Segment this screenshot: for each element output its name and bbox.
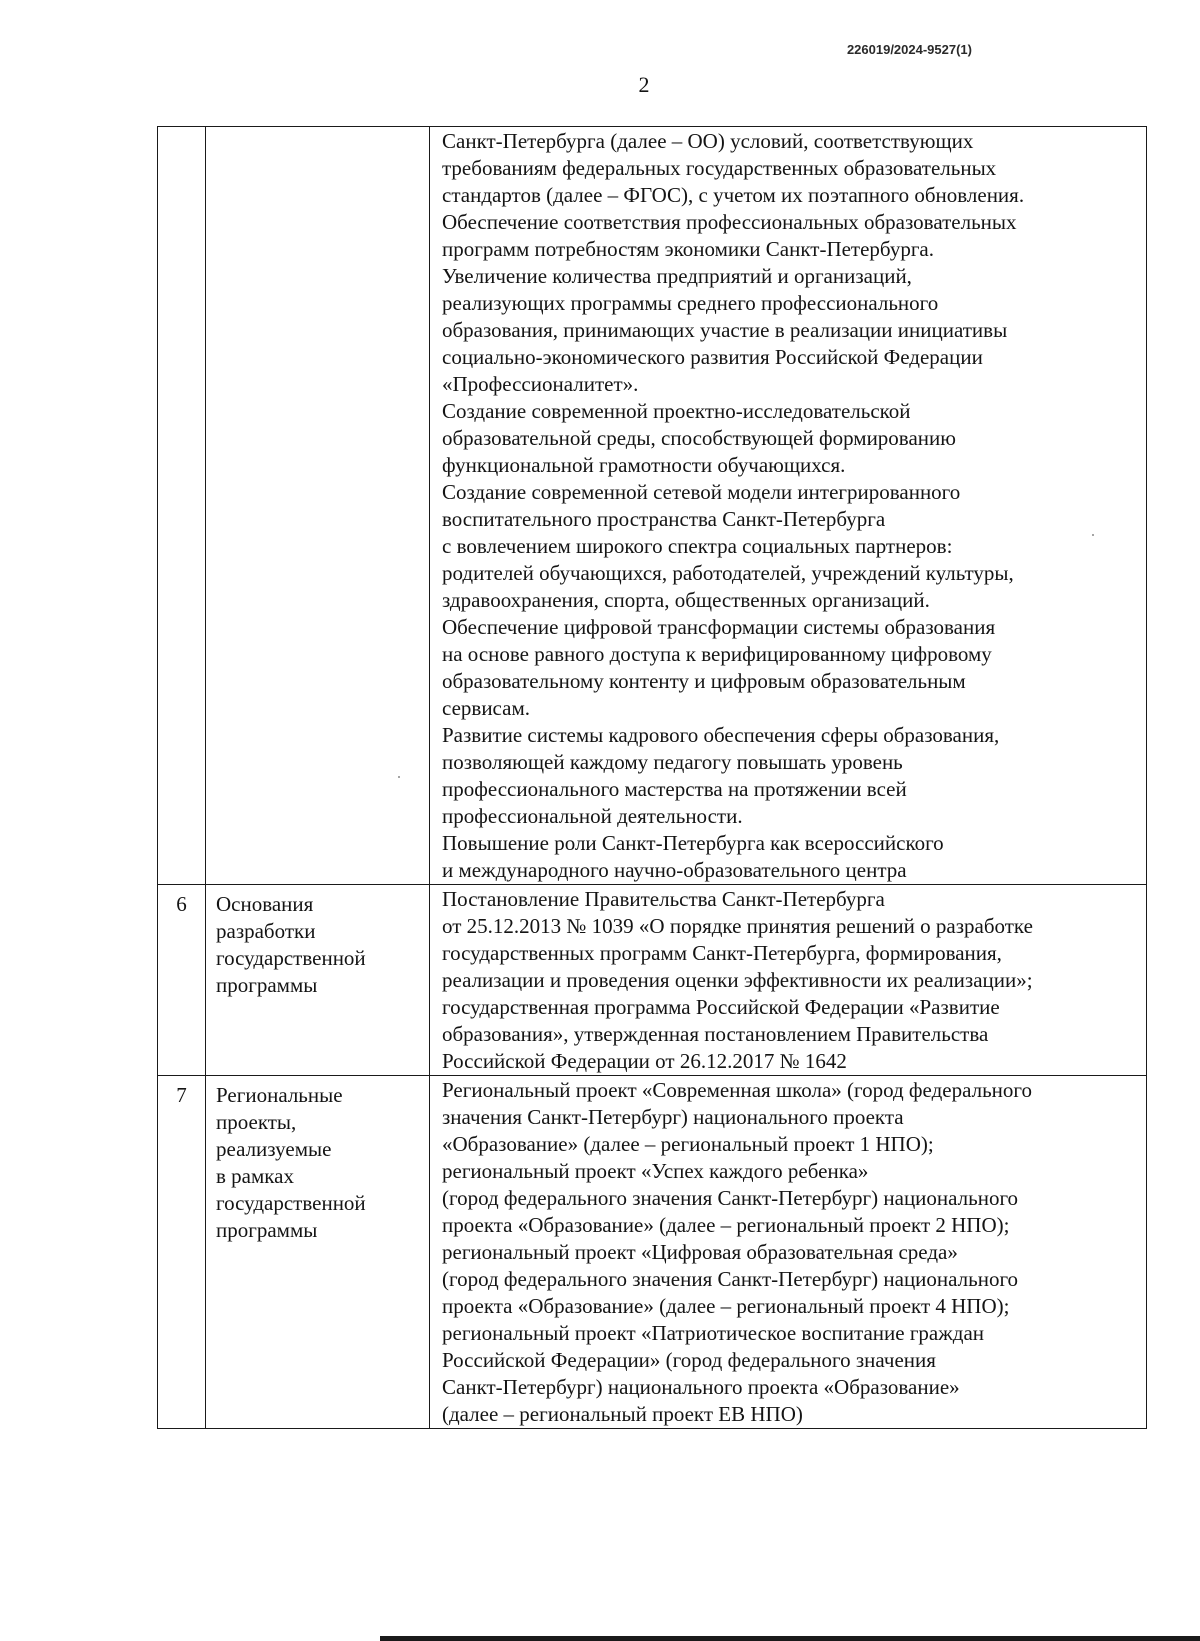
row-content-line: реализации и проведения оценки эффективности их реализации»;: [442, 968, 1033, 992]
scan-speck: [398, 776, 400, 778]
row-content-line: Обеспечение соответствия профессиональных образовательных: [442, 210, 1017, 234]
row-content-line: здравоохранения, спорта, общественных организаций.: [442, 588, 930, 612]
row-content-line: сервисам.: [442, 696, 530, 720]
table-row: [158, 885, 1147, 1076]
row-content-line: реализующих программы среднего профессионального: [442, 291, 939, 315]
row-name-cell: [206, 127, 430, 885]
page-number: 2: [638, 72, 650, 97]
row-content-line: (город федерального значения Санкт-Петербург) национального: [442, 1186, 1019, 1210]
row-content-line: Увеличение количества предприятий и организаций,: [442, 264, 912, 288]
row-number-cell: 6: [158, 885, 206, 1076]
table-row: [158, 1076, 1147, 1429]
row-content-line: «Образование» (далее – региональный проект 1 НПО);: [442, 1132, 934, 1156]
row-content-line: родителей обучающихся, работодателей, учреждений культуры,: [442, 561, 1014, 585]
row-content-line: проекта «Образование» (далее – региональный проект 4 НПО);: [442, 1294, 1010, 1318]
row-name-line: в рамках: [216, 1164, 294, 1188]
row-number-cell: [158, 127, 206, 885]
row-name-line: Основания: [216, 892, 314, 916]
row-content-line: с вовлечением широкого спектра социальных партнеров:: [442, 534, 953, 558]
row-content-line: от 25.12.2013 № 1039 «О порядке принятия решений о разработке: [442, 914, 1033, 938]
row-content-line: государственная программа Российской Федерации «Развитие: [442, 995, 1000, 1019]
row-name-line: Региональные: [216, 1083, 343, 1107]
row-content-line: Региональный проект «Современная школа» (город федерального: [442, 1078, 1032, 1102]
row-content-line: Постановление Правительства Санкт-Петербурга: [442, 887, 885, 911]
row-content-line: Санкт-Петербурга (далее – ОО) условий, соответствующих: [442, 129, 974, 153]
row-content-line: образовательному контенту и цифровым образовательным: [442, 669, 966, 693]
row-content-line: требованиям федеральных государственных образовательных: [442, 156, 997, 180]
row-content-line: Санкт-Петербург) национального проекта «Образование»: [442, 1375, 960, 1399]
row-content-line: образовательной среды, способствующей формированию: [442, 426, 956, 450]
row-name-line: проекты,: [216, 1110, 297, 1134]
row-content-cell: [430, 885, 1147, 1076]
row-content-line: «Профессионалитет».: [442, 372, 639, 396]
row-name-line: разработки: [216, 919, 316, 943]
row-content-line: воспитательного пространства Санкт-Петербурга: [442, 507, 886, 531]
row-name-cell: [206, 1076, 430, 1429]
row-content-line: Создание современной сетевой модели интегрированного: [442, 480, 961, 504]
row-name-line: реализуемые: [216, 1137, 332, 1161]
row-content-line: значения Санкт-Петербург) национального проекта: [442, 1105, 904, 1129]
row-content-line: программ потребностям экономики Санкт-Петербурга.: [442, 237, 935, 261]
row-content-line: региональный проект «Цифровая образовательная среда»: [442, 1240, 958, 1264]
row-content-line: на основе равного доступа к верифицированному цифровому: [442, 642, 992, 666]
row-content-line: Создание современной проектно-исследовательской: [442, 399, 911, 423]
row-content-line: и международного научно-образовательного центра: [442, 858, 907, 882]
row-content-line: региональный проект «Успех каждого ребенка»: [442, 1159, 869, 1183]
row-content-cell: [430, 1076, 1147, 1429]
row-content-line: социально-экономического развития Российской Федерации: [442, 345, 983, 369]
row-content-line: профессиональной деятельности.: [442, 804, 743, 828]
scan-edge-bar: [380, 1636, 1200, 1641]
row-content-line: позволяющей каждому педагогу повышать уровень: [442, 750, 903, 774]
row-content-line: (город федерального значения Санкт-Петербург) национального: [442, 1267, 1019, 1291]
row-content-cell: [430, 127, 1147, 885]
program-passport-table: [157, 126, 1147, 1429]
row-number-cell: 7: [158, 1076, 206, 1429]
row-content-line: Российской Федерации» (город федерального значения: [442, 1348, 936, 1372]
row-name-line: государственной: [216, 946, 366, 970]
row-content-line: Обеспечение цифровой трансформации системы образования: [442, 615, 996, 639]
row-content-line: функциональной грамотности обучающихся.: [442, 453, 846, 477]
row-content-line: Повышение роли Санкт-Петербурга как всероссийского: [442, 831, 944, 855]
document-registration-number: 226019/2024-9527(1): [846, 42, 972, 57]
row-name-cell: [206, 885, 430, 1076]
row-content-line: образования», утвержденная постановлением Правительства: [442, 1022, 989, 1046]
row-content-line: образования, принимающих участие в реализации инициативы: [442, 318, 1008, 342]
row-content-line: стандартов (далее – ФГОС), с учетом их поэтапного обновления.: [442, 183, 1025, 207]
row-content-line: государственных программ Санкт-Петербурга, формирования,: [442, 941, 1002, 965]
row-name-line: программы: [216, 1218, 318, 1242]
row-content-line: проекта «Образование» (далее – региональный проект 2 НПО);: [442, 1213, 1010, 1237]
row-content-line: Российской Федерации от 26.12.2017 № 1642: [442, 1049, 847, 1073]
row-name-line: программы: [216, 973, 318, 997]
row-content-line: Развитие системы кадрового обеспечения сферы образования,: [442, 723, 1000, 747]
row-content-line: профессионального мастерства на протяжении всей: [442, 777, 907, 801]
row-content-line: региональный проект «Патриотическое воспитание граждан: [442, 1321, 985, 1345]
row-content-line: (далее – региональный проект ЕВ НПО): [442, 1402, 803, 1426]
table-row: [158, 127, 1147, 885]
table-body: [158, 127, 1147, 1429]
scan-speck: [1092, 534, 1094, 536]
row-name-line: государственной: [216, 1191, 366, 1215]
